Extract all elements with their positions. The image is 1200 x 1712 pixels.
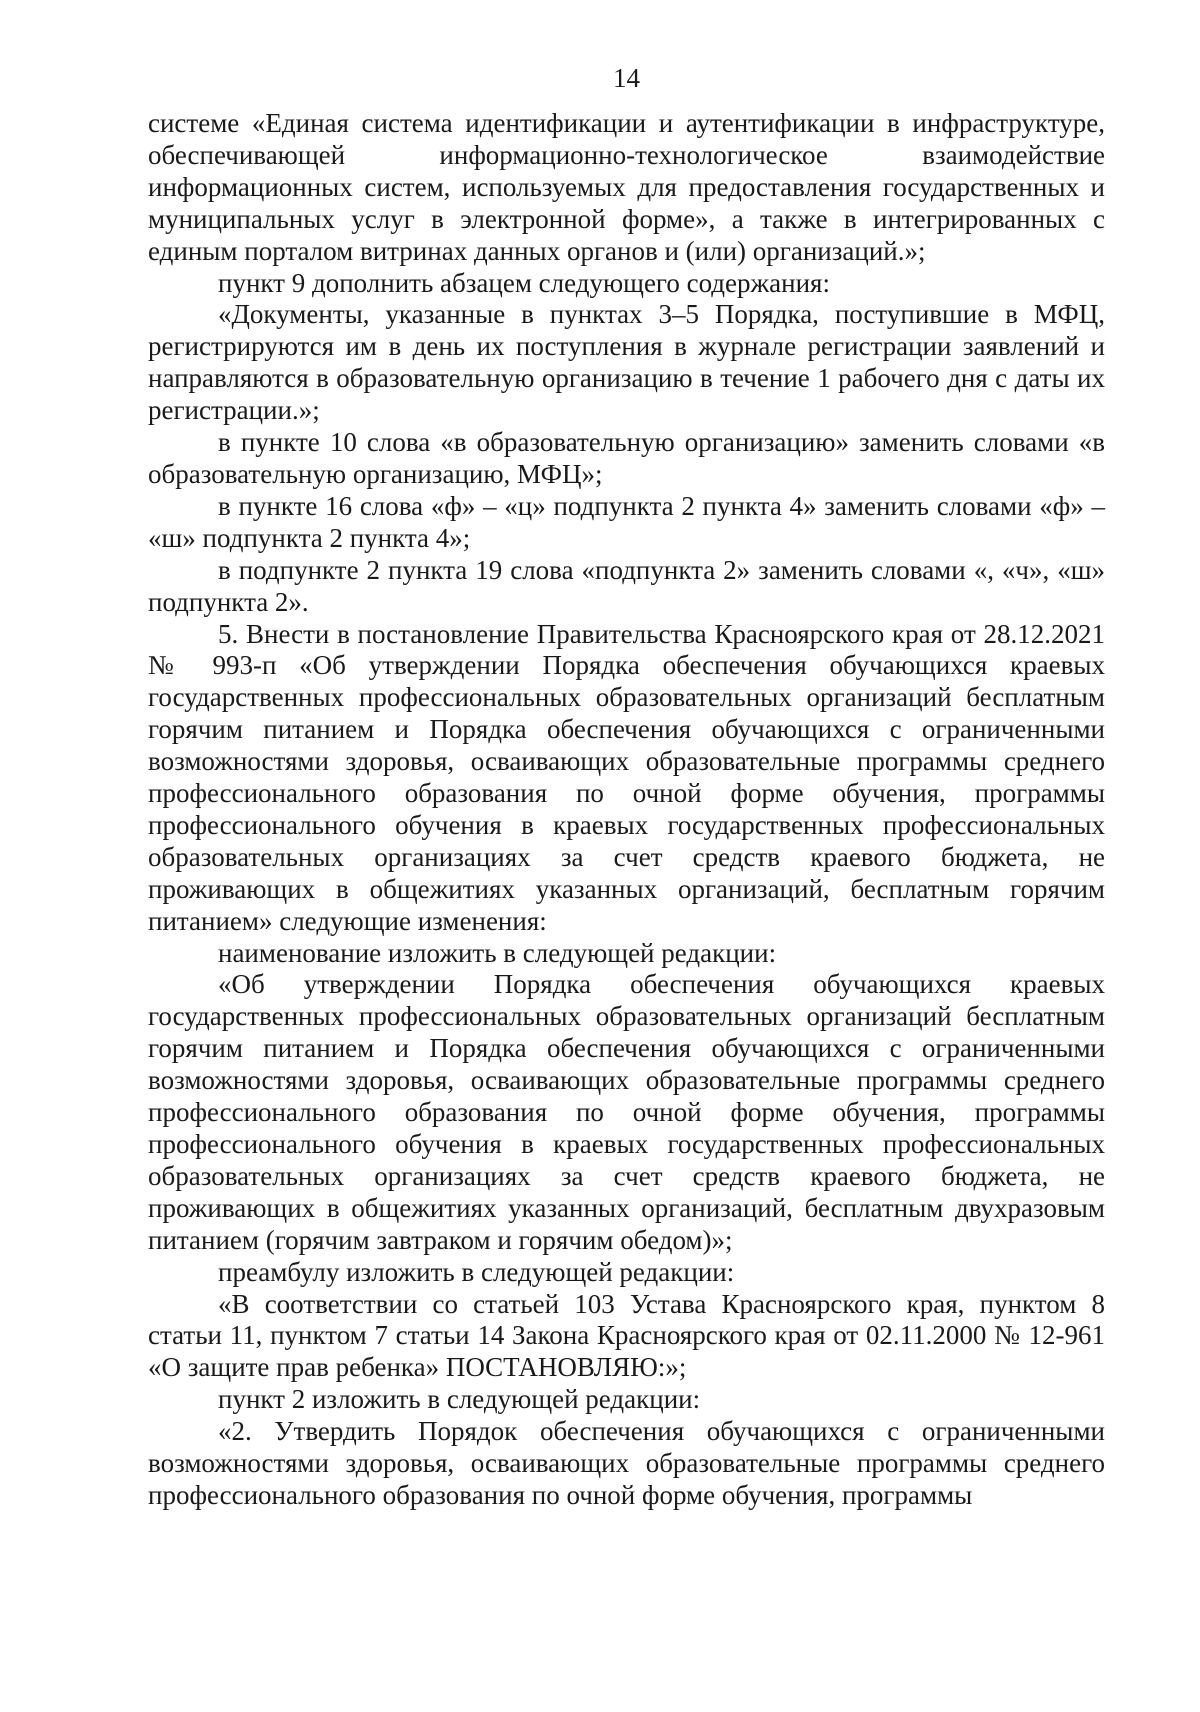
paragraph-preamble-edit: преамбулу изложить в следующей редакции: — [218, 1256, 735, 1287]
paragraph-item-9-addition: пункт 9 дополнить абзацем следующего содержания: — [218, 267, 830, 298]
paragraph-section-5: 5. Внести в постановление Правительства Красноярского края от 28.12.2021 № 993-п «Об утверждении Порядка обеспечения обучающихся краевых государственных профессиональных образовательных организаций бесплатным горячим питанием и Порядка обеспечения обучающихся с ограниченными возможностями здоровья, осваивающих образовательные программы среднего профессионального образования по очной форме обучения, программы профессионального обучения в краевых государственных профессиональных образовательных организациях за счет средств краевого бюджета, не проживающих в общежитиях указанных организаций, бесплатным горячим питанием» следующие изменения: — [148, 618, 1105, 936]
paragraph-item-10: в пункте 10 слова «в образовательную организацию» заменить словами «в образовательную организацию, МФЦ»; — [148, 427, 1105, 489]
paragraph-item-16: в пункте 16 слова «ф» – «ц» подпункта 2 пункта 4» заменить словами «ф» – «ш» подпункта 2 пункта 4»; — [148, 490, 1105, 553]
document-page — [148, 62, 1105, 1512]
page-number: 14 — [613, 63, 640, 93]
paragraph-esia-continuation: системе «Единая система идентификации и аутентификации в инфраструктуре, обеспечивающей информационно-технологическое взаимодействие информационных систем, используемых для предоставления государственных и муниципальных услуг в электронной форме», а также в интегрированных с единым порталом витринах данных органов и (или) организаций.»; — [148, 108, 1105, 266]
paragraph-new-item-2: «2. Утвердить Порядок обеспечения обучающихся с ограниченными возможностями здоровья, осваивающих образовательные программы среднего профессионального образования по очной форме обучения, программы — [148, 1416, 1105, 1510]
paragraph-documents-mfc: «Документы, указанные в пунктах 3–5 Порядка, поступившие в МФЦ, регистрируются им в день их поступления в журнале регистрации заявлений и направляются в образовательную организацию в течение 1 рабочего дня с даты их регистрации.»; — [148, 299, 1105, 426]
paragraph-title-edit: наименование изложить в следующей редакции: — [218, 937, 777, 968]
paragraph-item-2-edit: пункт 2 изложить в следующей редакции: — [218, 1384, 701, 1415]
paragraph-item-19: в подпункте 2 пункта 19 слова «подпункта 2» заменить словами «, «ч», «ш» подпункта 2». — [148, 554, 1105, 617]
paragraph-new-preamble: «В соответствии со статьей 103 Устава Красноярского края, пунктом 8 статьи 11, пунктом 7 статьи 14 Закона Красноярского края от 02.11.2000 № 12-961 «О защите прав ребенка» ПОСТАНОВЛЯЮ:»; — [148, 1288, 1105, 1383]
paragraph-new-title: «Об утверждении Порядка обеспечения обучающихся краевых государственных профессиональных образовательных организаций бесплатным горячим питанием и Порядка обеспечения обучающихся с ограниченными возможностями здоровья, осваивающих образовательные программы среднего профессионального образования по очной форме обучения, программы профессионального обучения в краевых государственных профессиональных образовательных организациях за счет средств краевого бюджета, не проживающих в общежитиях указанных организаций, бесплатным двухразовым питанием (горячим завтраком и горячим обедом)»; — [148, 969, 1105, 1255]
